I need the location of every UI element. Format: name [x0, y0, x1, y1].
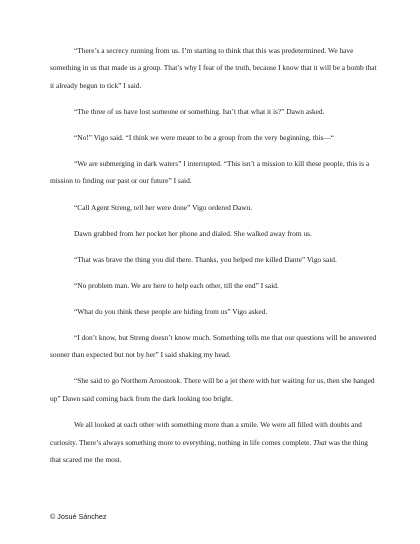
copyright-footer: © Josué Sánchez: [50, 512, 107, 521]
paragraph-12-emphasis: That: [313, 437, 327, 447]
paragraph-11: “She said to go Northern Aroostook. There will be a jet there with her waiting for us, then she hanged up” Dawn said coming back from the dark looking too bright.: [50, 376, 375, 403]
paragraph-4: “We are submerging in dark waters” I interrupted. “This isn’t a mission to kill these people, this is a mission to finding our past or our future” I said.: [50, 159, 370, 186]
paragraph-5: “Call Agent Streng, tell her were done” Vigo ordered Dawn.: [74, 203, 253, 213]
paragraph-7: “That was brave the thing you did there. Thanks, you helped me killed Dante” Vigo said.: [74, 254, 337, 264]
paragraph-6: Dawn grabbed from her pocket her phone and dialed. She walked away from us.: [74, 228, 312, 238]
paragraph-3: “No!” Vigo said. “I think we were meant to be a group from the very beginning, this—“: [74, 133, 335, 143]
paragraph-12-start: We all looked at each other with something more than a smile. We were all filled with doubts and curiosity. There’s always something more to everything, nothing in life comes complete.: [50, 420, 362, 447]
paragraph-2: “The three of us have lost someone or something. Isn’t that what it is?” Dawn asked.: [74, 107, 325, 117]
paragraph-8: “No problem man. We are here to help each other, till the end” I said.: [74, 280, 279, 290]
paragraph-12: [50, 416, 378, 468]
story-text: [50, 42, 378, 478]
paragraph-12-end: was the thing that scared me the most.: [50, 437, 368, 465]
paragraph-1: “There’s a secrecy running from us. I’m starting to think that this was predetermined. We have something in us that made us a group. That’s why I fear of the truth, because I know that it will be a bomb that it already begun to tick” I said.: [50, 46, 377, 90]
paragraph-9: “What do you think these people are hiding from us” Vigo asked.: [74, 306, 268, 316]
paragraph-10: “I don’t know, but Streng doesn’t know much. Something tells me that our questions will be answered sooner than expected but not by her” I said shaking my head.: [50, 332, 377, 359]
